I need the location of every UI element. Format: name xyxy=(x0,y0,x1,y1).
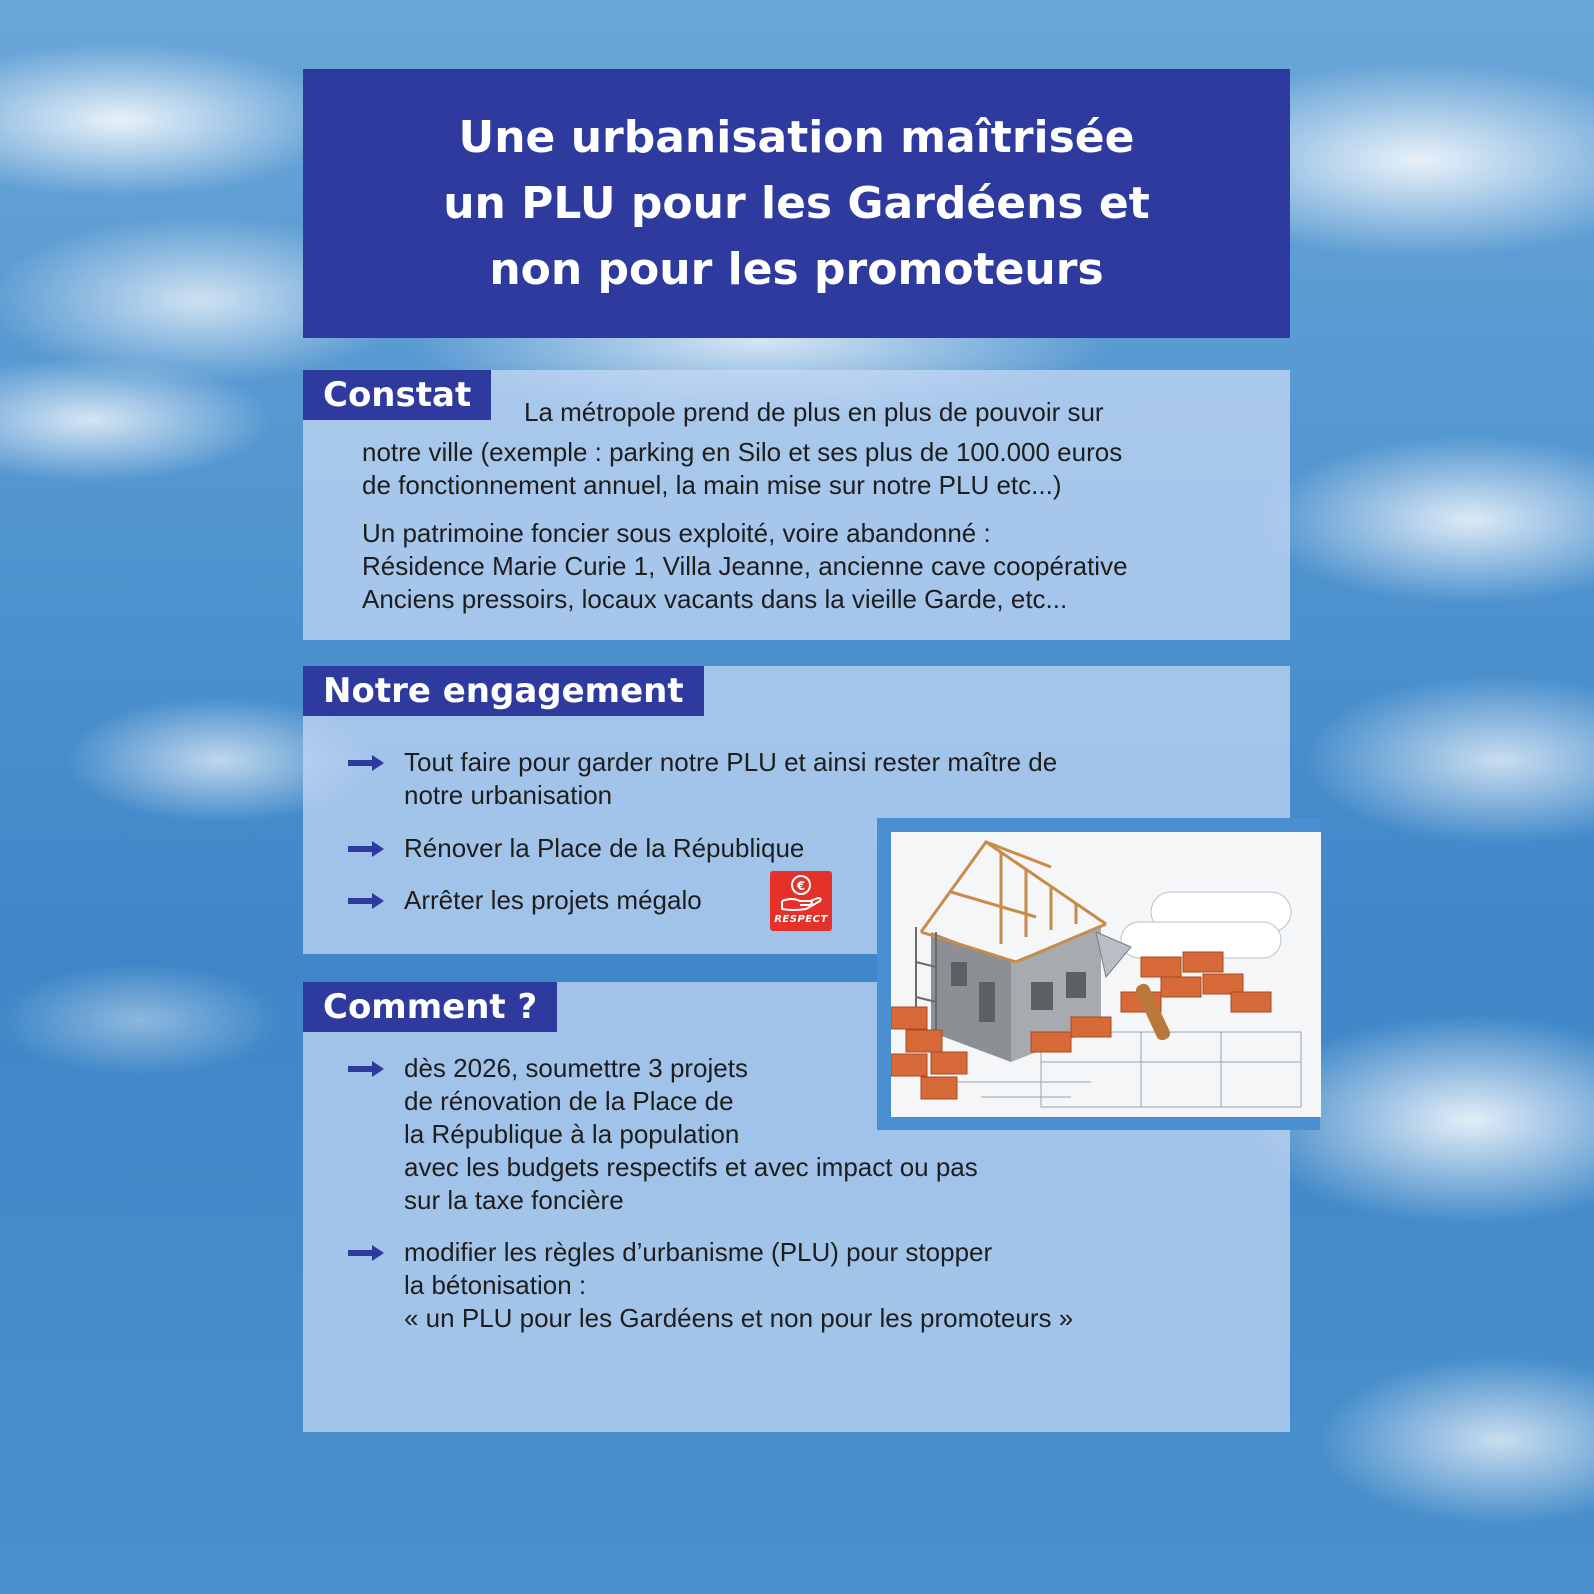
constat-heading: Constat xyxy=(303,370,491,420)
engagement-heading: Notre engagement xyxy=(303,666,704,716)
comment-bullet-1-line-2: de rénovation de la Place de xyxy=(404,1086,734,1116)
title-line-2: un PLU pour les Gardéens et xyxy=(443,177,1150,229)
comment-bullet-1-line-5: sur la taxe foncière xyxy=(404,1185,624,1215)
constat-text-line-2: notre ville (exemple : parking en Silo et ses plus de 100.000 euros xyxy=(362,437,1123,467)
comment-bullet-2-line-2: la bétonisation : xyxy=(404,1270,587,1300)
respect-label: RESPECT xyxy=(774,914,828,925)
title-line-3: non pour les promoteurs xyxy=(489,243,1104,295)
right-arrow-icon xyxy=(348,841,384,857)
house-construction-bricks-image xyxy=(891,832,1321,1117)
constat-text-line-3: de fonctionnement annuel, la main mise sur notre PLU etc...) xyxy=(362,470,1062,500)
house-construction-illustration xyxy=(891,832,1321,1117)
title-banner xyxy=(303,69,1290,338)
comment-bullet-1-line-4: avec les budgets respectifs et avec impact ou pas xyxy=(404,1152,978,1182)
engagement-bullet-3-line-1: Arrêter les projets mégalo xyxy=(404,885,702,915)
engagement-bullet-1-line-1: Tout faire pour garder notre PLU et ainsi rester maître de xyxy=(404,747,1058,777)
constat-text-line-4: Un patrimoine foncier sous exploité, voire abandonné : xyxy=(362,518,991,548)
right-arrow-icon xyxy=(348,1245,384,1261)
comment-bullet-2-line-3: « un PLU pour les Gardéens et non pour les promoteurs » xyxy=(404,1303,1074,1333)
euro-symbol: € xyxy=(796,879,806,893)
constat-text-line-5: Résidence Marie Curie 1, Villa Jeanne, ancienne cave coopérative xyxy=(362,551,1128,581)
comment-bullet-1-line-3: la République à la population xyxy=(404,1119,740,1149)
right-arrow-icon xyxy=(348,755,384,771)
respect-badge xyxy=(770,871,832,931)
constat-text-line-1: La métropole prend de plus en plus de pouvoir sur xyxy=(524,397,1104,427)
comment-bullet-1-line-1: dès 2026, soumettre 3 projets xyxy=(404,1053,748,1083)
engagement-bullet-2-line-1: Rénover la Place de la République xyxy=(404,833,805,863)
title-line-1: Une urbanisation maîtrisée xyxy=(458,111,1135,163)
engagement-bullet-1-line-2: notre urbanisation xyxy=(404,780,613,810)
right-arrow-icon xyxy=(348,893,384,909)
comment-bullet-2-line-1: modifier les règles d’urbanisme (PLU) pour stopper xyxy=(404,1237,993,1267)
respect-hand-euro-icon xyxy=(770,871,832,915)
right-arrow-icon xyxy=(348,1061,384,1077)
comment-heading: Comment ? xyxy=(303,982,557,1032)
constat-text-line-6: Anciens pressoirs, locaux vacants dans la vieille Garde, etc... xyxy=(362,584,1068,614)
